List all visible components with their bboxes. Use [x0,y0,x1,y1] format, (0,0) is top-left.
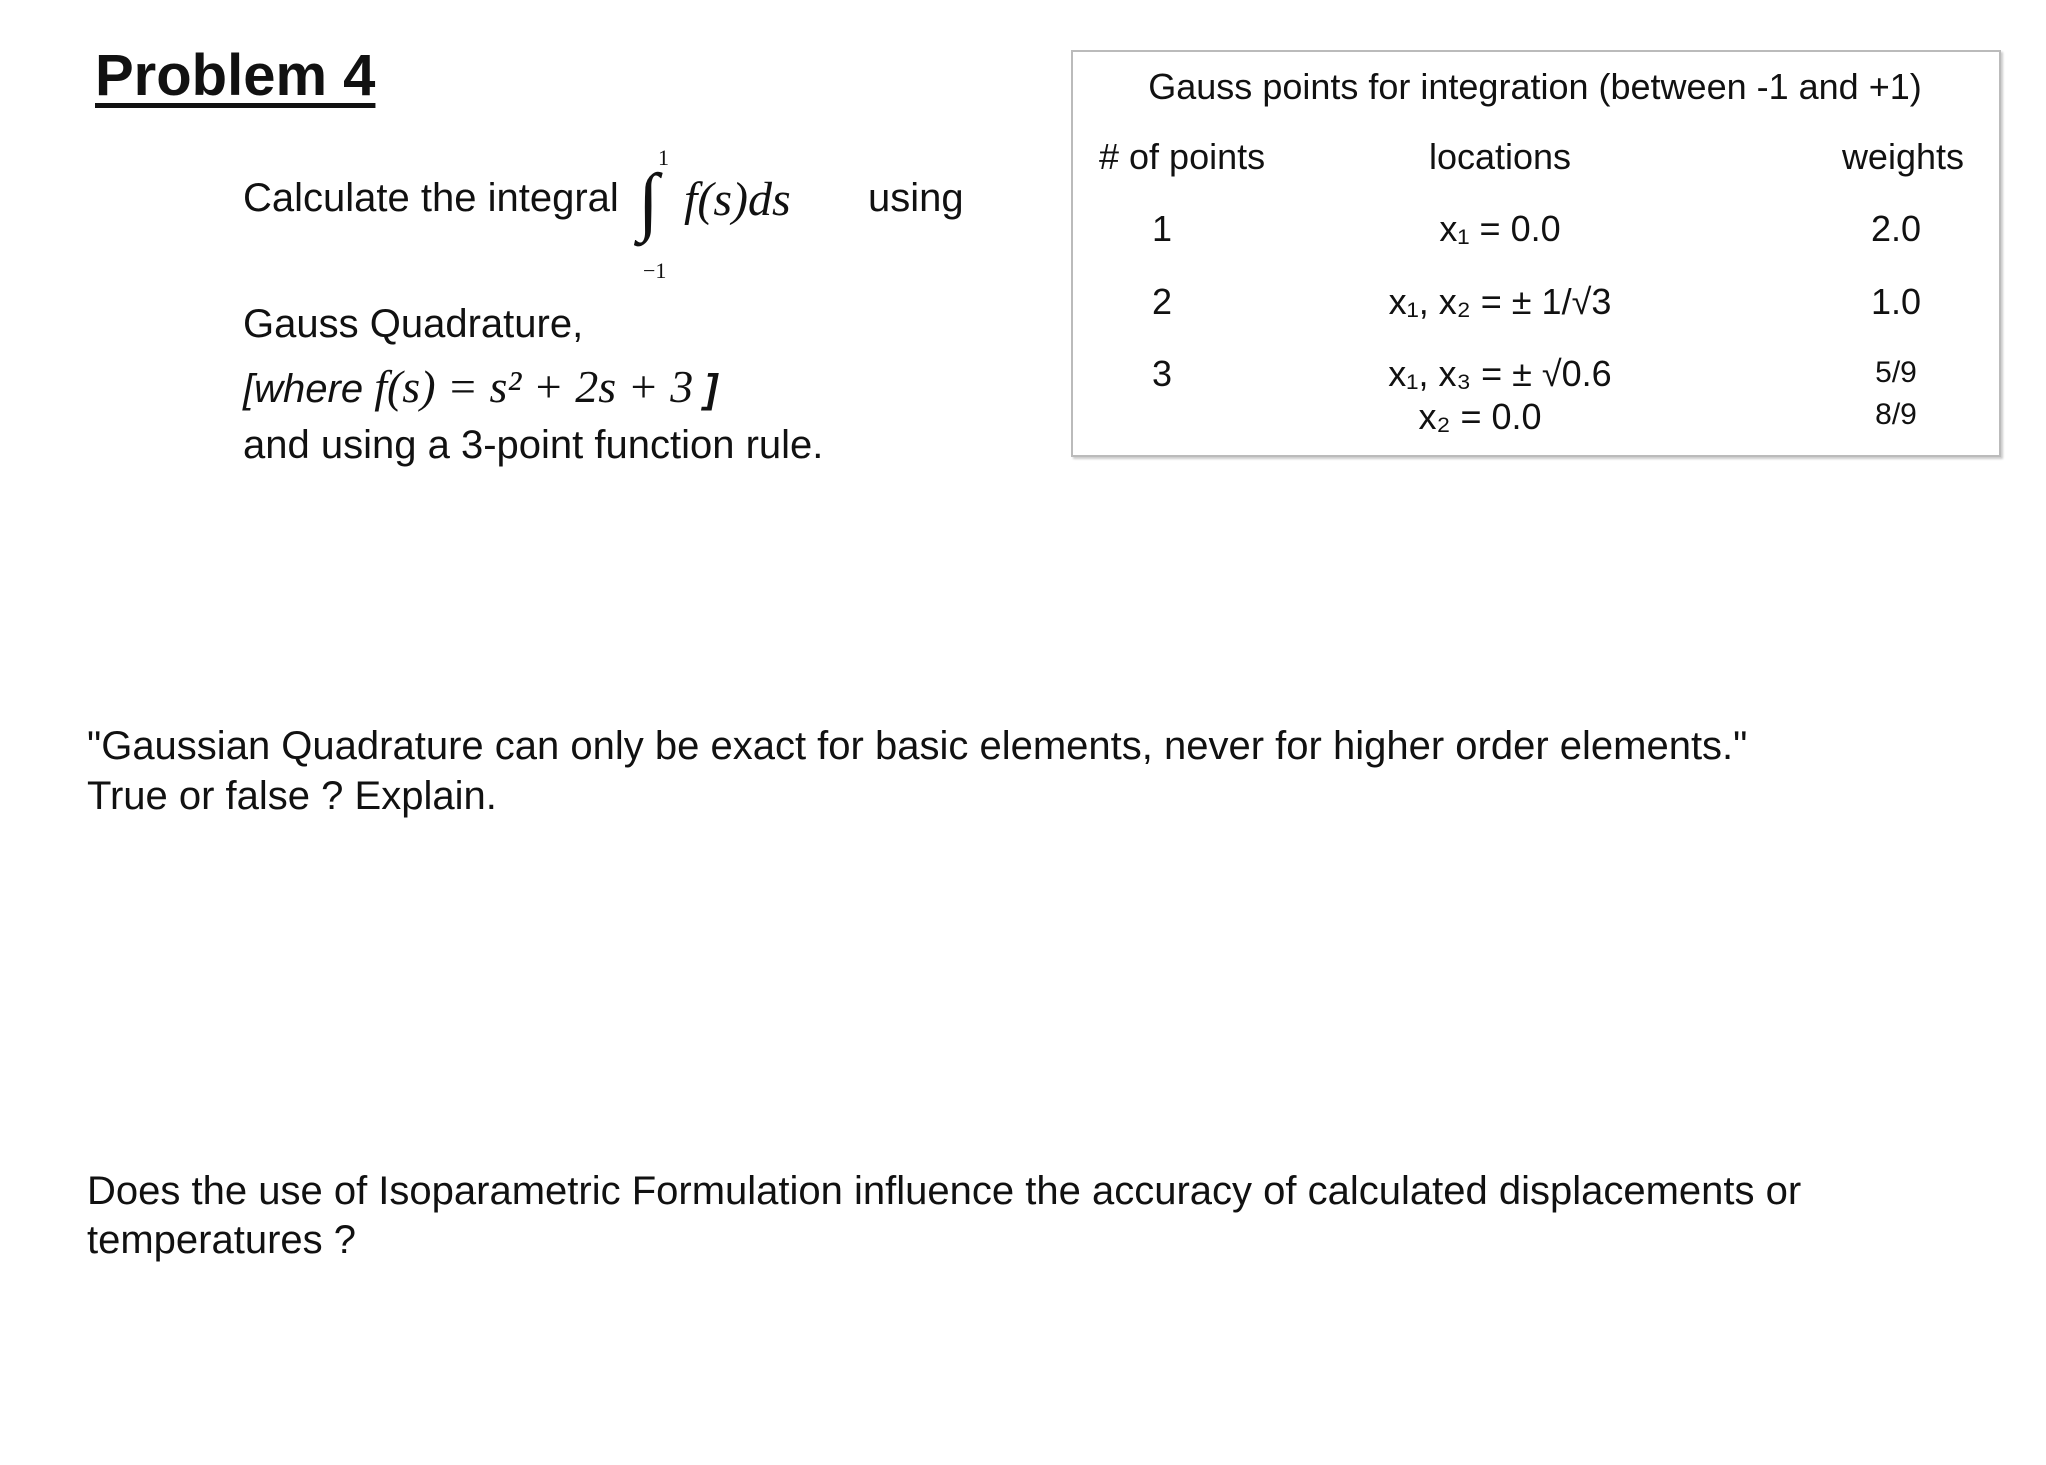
question-3-line-1: Does the use of Isoparametric Formulation influence the accuracy of calculated displacements or [87,1169,1802,1213]
row-1-points: 1 [1151,208,1173,249]
header-points: # of points [1099,136,1266,177]
row-3-location-2: x₂ = 0.0 [1418,396,1542,437]
row-3-points: 3 [1151,353,1173,394]
question-3-line-2: temperatures ? [87,1218,357,1262]
integrand: f(s)ds [684,173,791,226]
table-title: Gauss points for integration (between -1 and +1) [1148,66,1922,107]
row-1-weight: 2.0 [1870,208,1922,249]
row-3-weight-2: 8/9 [1875,398,1917,431]
function-expression: f(s) = s² + 2s + 3 [374,361,694,412]
row-2-points: 2 [1151,281,1173,322]
question-2-line-2: True or false ? Explain. [87,774,497,818]
row-1-location: x₁ = 0.0 [1439,208,1561,249]
integral-sign: ∫ [638,159,659,243]
row-2-weight: 1.0 [1870,281,1922,322]
where-label: [where [243,367,364,411]
header-weights: weights [1841,136,1964,177]
problem-title: Problem 4 [95,43,376,108]
where-close: ] [704,367,718,411]
row-3-weight-1: 5/9 [1875,356,1917,389]
question-2-line-1: "Gaussian Quadrature can only be exact for basic elements, never for higher order elements." [87,724,1748,768]
row-3-location-1: x₁, x₃ = ± √0.6 [1388,353,1612,394]
integral-lower-limit: −1 [643,258,667,283]
rule-text: and using a 3-point function rule. [243,423,824,467]
integral-upper-limit: 1 [658,145,669,170]
intro-text: Calculate the integral [243,176,619,220]
using-text: using [868,176,964,220]
method-text: Gauss Quadrature, [243,302,584,346]
header-locations: locations [1428,136,1572,177]
row-2-location: x₁, x₂ = ± 1/√3 [1388,281,1612,322]
function-definition [243,360,718,413]
